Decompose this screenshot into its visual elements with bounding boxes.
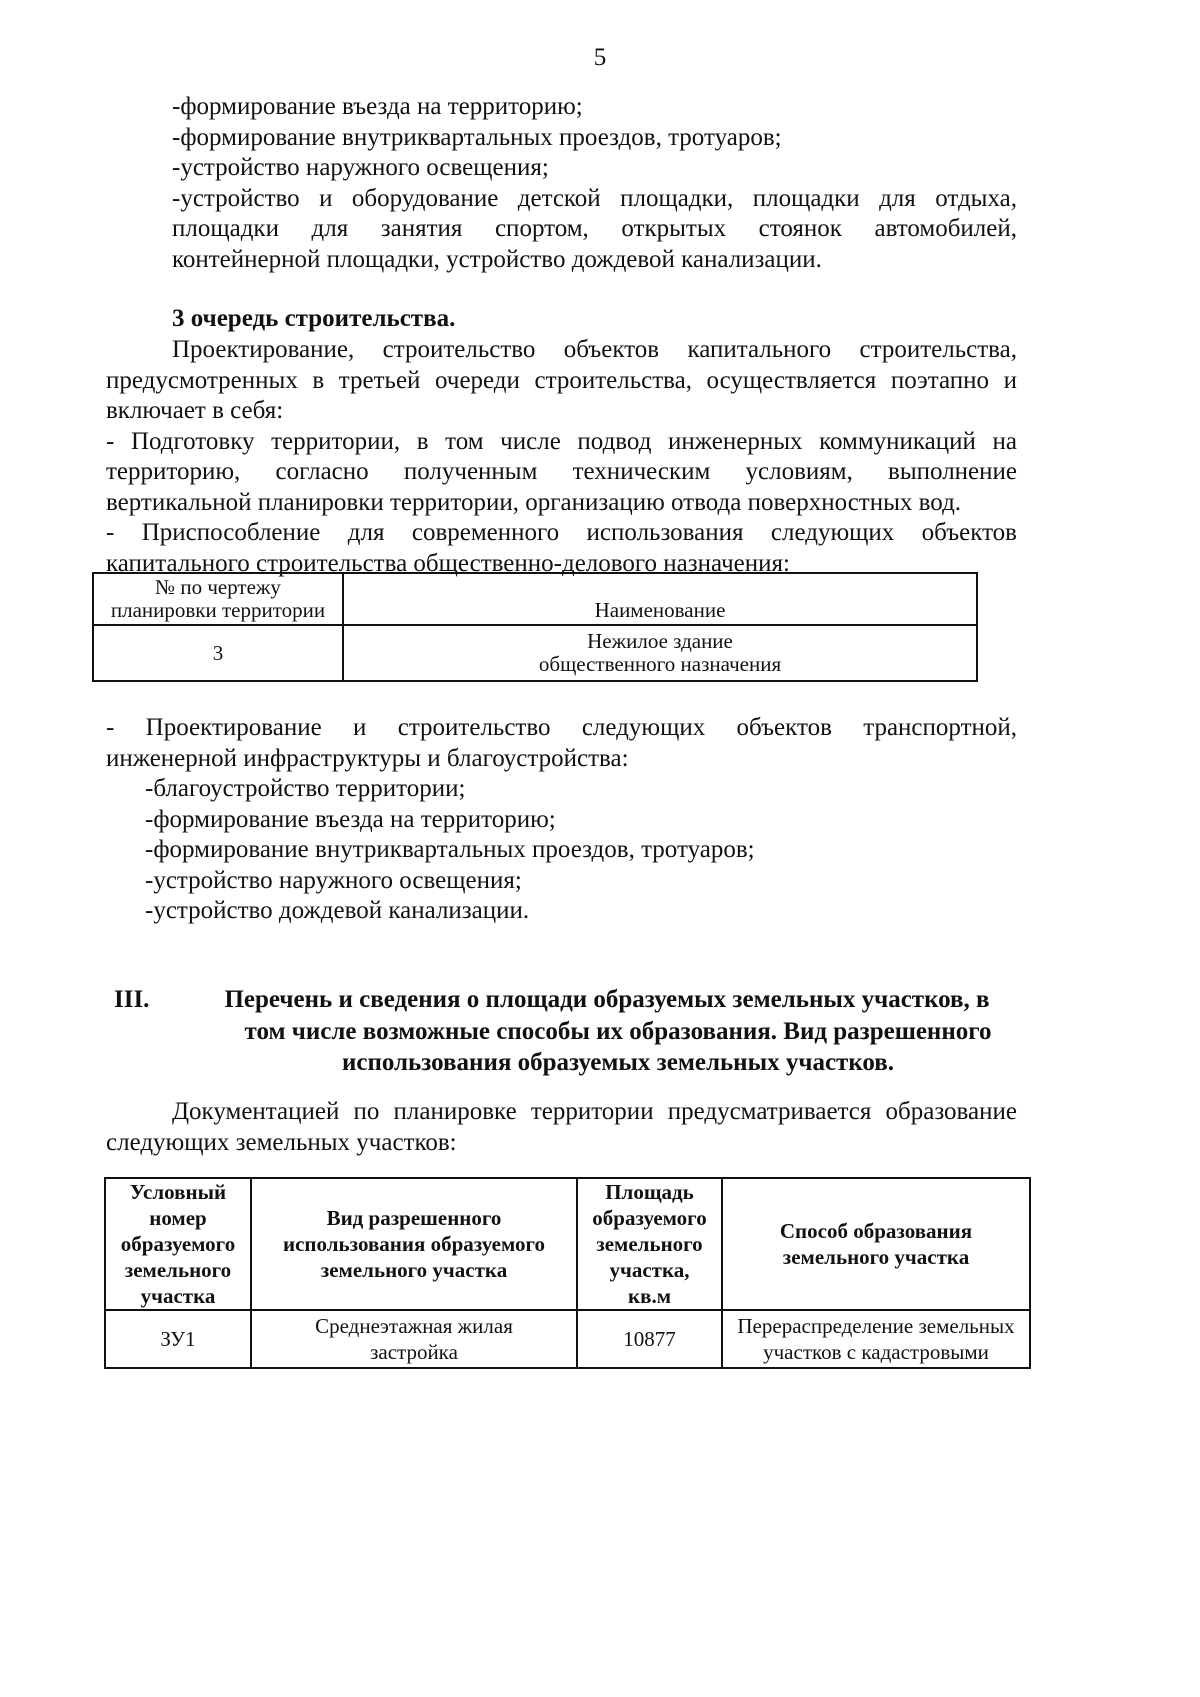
header-cell: Условный номер образуемого земельного участка xyxy=(105,1178,251,1310)
section-intro xyxy=(106,1097,1017,1158)
list-item: -благоустройство территории; xyxy=(145,775,466,802)
list-b xyxy=(145,774,1005,927)
paragraph-line: Проектирование, строительство объектов капитального строительства, xyxy=(172,336,1017,363)
list-item: -формирование въезда на территорию; xyxy=(172,93,583,120)
header-cell: Способ образования земельного участка xyxy=(722,1178,1030,1310)
land-plots-table xyxy=(104,1177,1031,1369)
header-cell: Площадь образуемого земельного участка, кв.м xyxy=(577,1178,722,1310)
list-item: -устройство дождевой канализации. xyxy=(145,897,530,924)
list-item-continuation: площадки для занятия спортом, открытых стоянок автомобилей, xyxy=(172,215,1017,242)
list-item: -устройство наружного освещения; xyxy=(145,866,522,894)
paragraph-line: вертикальной планировки территории, организацию отвода поверхностных вод. xyxy=(106,488,962,516)
page-number: 5 xyxy=(593,44,607,71)
table-row xyxy=(93,625,977,681)
header-cell: Наименование xyxy=(343,573,977,625)
paragraph-line: - Подготовку территории, в том числе подвод инженерных коммуникаций на xyxy=(106,427,1017,455)
table-cell: Перераспределение земельных участков с кадастровыми xyxy=(722,1310,1030,1368)
table-row xyxy=(105,1310,1030,1368)
list-item: -устройство и оборудование детской площадки, площадки для отдыха, xyxy=(172,184,1017,212)
table-cell: Среднеэтажная жилая застройка xyxy=(251,1310,577,1368)
list-item-continuation: контейнерной площадки, устройство дождевой канализации. xyxy=(172,245,822,273)
paragraph-line: инженерной инфраструктуры и благоустройства: xyxy=(106,744,629,772)
objects-table xyxy=(92,572,978,682)
paragraph-line: - Приспособление для современного использования следующих объектов xyxy=(106,519,1017,546)
table-cell: ЗУ1 xyxy=(105,1310,251,1368)
section-number: III. xyxy=(114,986,150,1013)
stage3-paragraph xyxy=(106,335,1017,579)
table-header-row xyxy=(105,1178,1030,1310)
paragraph-line: территорию, согласно полученным техническим условиям, выполнение xyxy=(106,458,1017,485)
list-a xyxy=(172,92,1017,275)
header-cell: Вид разрешенного использования образуемого земельного участка xyxy=(251,1178,577,1310)
title-line: том числе возможные способы их образования. Вид разрешенного xyxy=(244,1017,992,1045)
title-line: использования образуемых земельных участков. xyxy=(341,1049,895,1076)
list-item: -устройство наружного освещения; xyxy=(172,154,549,181)
section-title xyxy=(192,984,1022,1079)
table-cell: Нежилое здание общественного назначения xyxy=(343,625,977,681)
paragraph-line: капитального строительства общественно-делового назначения: xyxy=(106,549,790,577)
stage3-heading: 3 очередь строительства. xyxy=(172,305,456,332)
list-item: -формирование внутриквартальных проездов, тротуаров; xyxy=(172,123,782,151)
list-item: -формирование внутриквартальных проездов, тротуаров; xyxy=(145,836,755,863)
table-header-row xyxy=(93,573,977,625)
table-cell: 3 xyxy=(93,625,343,681)
paragraph-line: следующих земельных участков: xyxy=(106,1128,457,1156)
paragraph-line: Документацией по планировке территории предусматривается образование xyxy=(172,1098,1017,1125)
paragraph-line: включает в себя: xyxy=(106,397,284,424)
title-line: Перечень и сведения о площади образуемых земельных участков, в xyxy=(224,986,990,1013)
infrastructure-paragraph xyxy=(106,713,1017,774)
paragraph-line: предусмотренных в третьей очереди строительства, осуществляется поэтапно и xyxy=(106,366,1017,394)
table-cell: 10877 xyxy=(577,1310,722,1368)
header-cell: № по чертежу планировки территории xyxy=(93,573,343,625)
paragraph-line: - Проектирование и строительство следующих объектов транспортной, xyxy=(106,714,1017,741)
list-item: -формирование въезда на территорию; xyxy=(145,805,556,833)
